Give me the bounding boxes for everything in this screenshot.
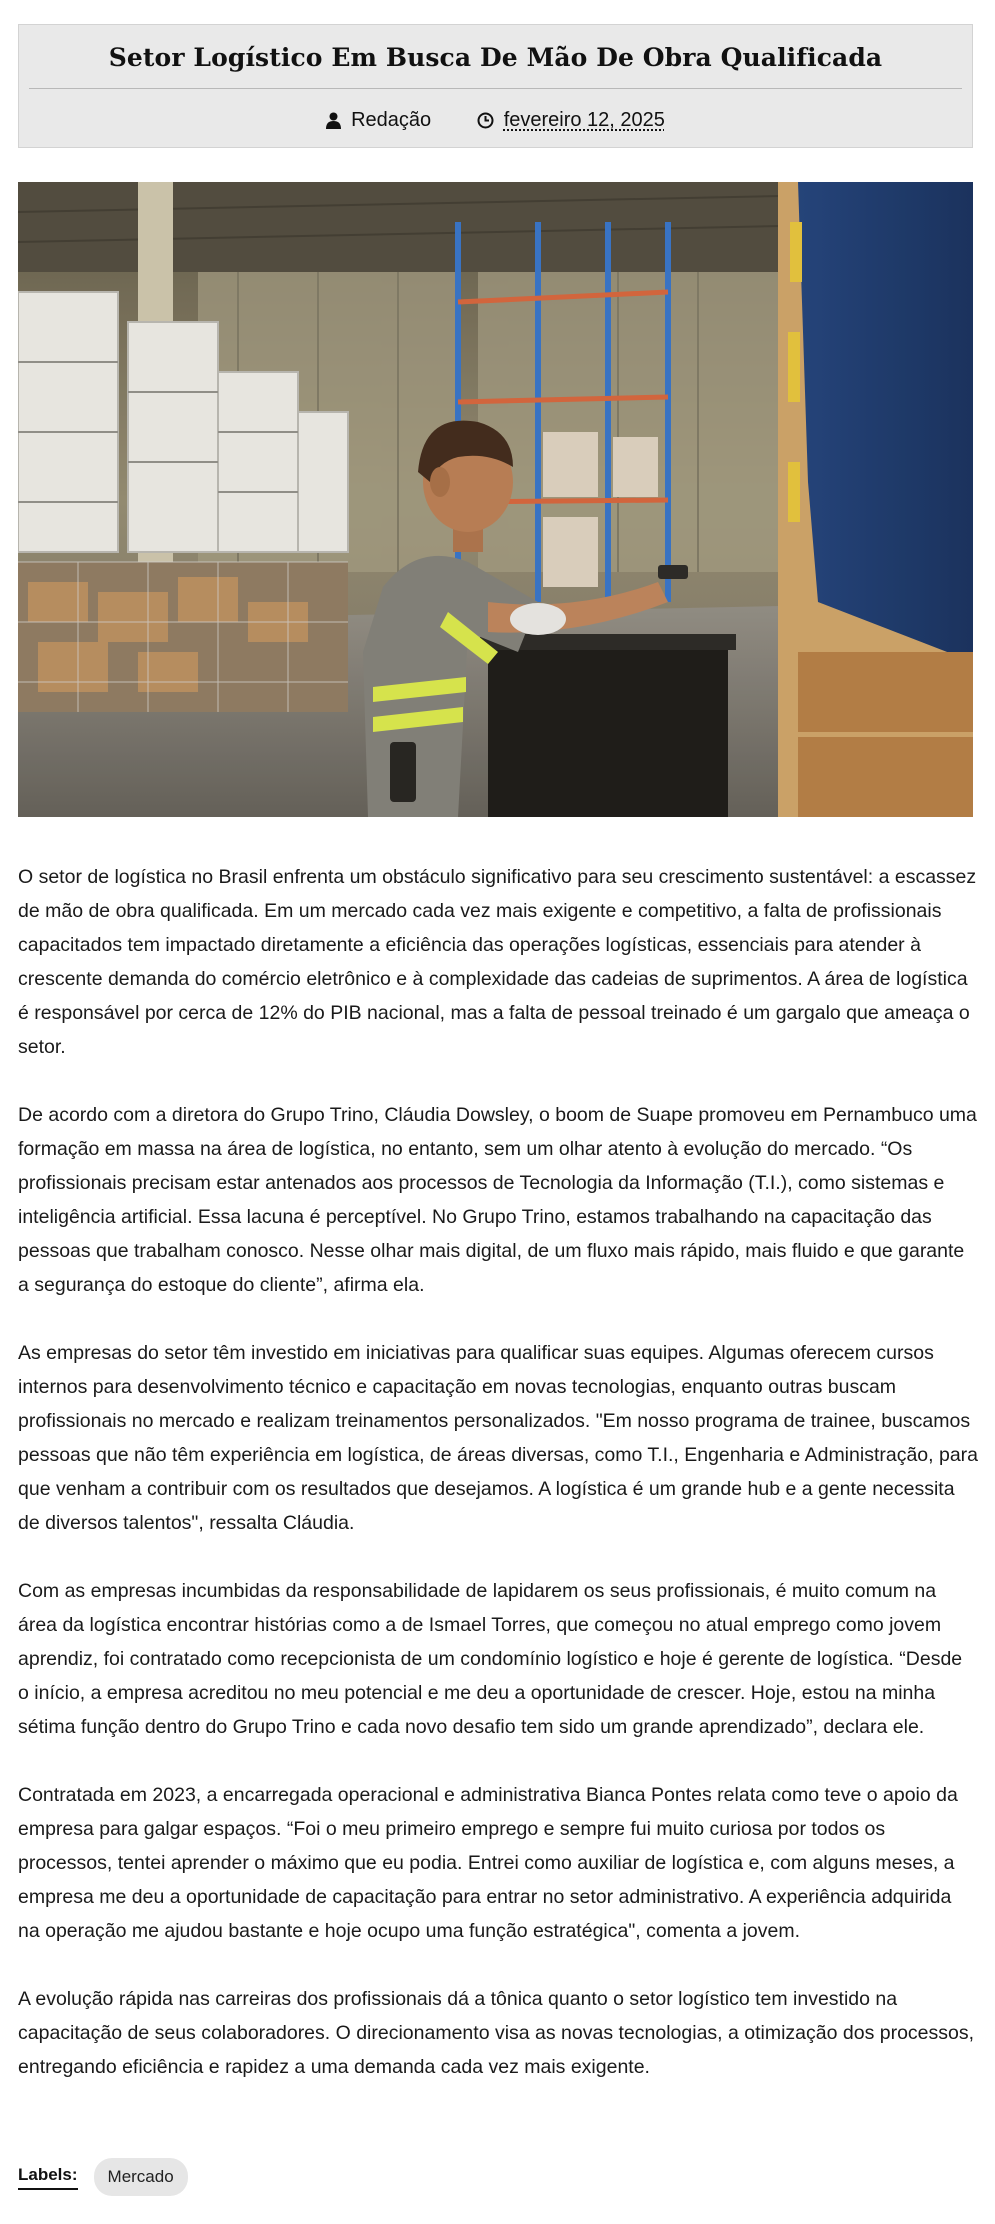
article-paragraph: As empresas do setor têm investido em iniciativas para qualificar suas equipes. Algumas oferecem cursos internos para desenvolvimento técnico e capacitação em novas tecnologias, enquanto outras buscam profissionais no mercado e realizam treinamentos personalizados. "Em nosso programa de trainee, buscamos pessoas que não têm experiência em logística, de áreas diversas, como T.I., Engenharia e Administração, para que venham a contribuir com os resultados que desejamos. A logística é um grande hub e a gente necessita de diversos talentos", ressalta Cláudia.: [18, 1342, 979, 1534]
title-divider: [29, 88, 962, 89]
article-paragraph: O setor de logística no Brasil enfrenta um obstáculo significativo para seu crescimento sustentável: a escassez de mão de obra qualificada. Em um mercado cada vez mais exigente e competitivo, a falta de profissionais capacitados tem impactado diretamente a eficiência das operações logísticas, essenciais para atender à crescente demanda do comércio eletrônico e à complexidade das cadeias de suprimentos. A área de logística é responsável por cerca de 12% do PIB nacional, mas a falta de pessoal treinado é um gargalo que ameaça o setor.: [18, 866, 977, 1058]
hero-image: [18, 182, 973, 817]
post-labels: [18, 2158, 188, 2196]
article-paragraph: Com as empresas incumbidas da responsabilidade de lapidarem os seus profissionais, é muito comum na área da logística encontrar histórias como a de Ismael Torres, que começou no atual emprego como jovem aprendiz, foi contratado como recepcionista de um condomínio logístico e hoje é gerente de logística. “Desde o início, a empresa acreditou no meu potencial e me deu a oportunidade de crescer. Hoje, estou na minha sétima função dentro do Grupo Trino e cada novo desafio tem sido um grande aprendizado”, declara ele.: [18, 1580, 963, 1738]
article-paragraph: De acordo com a diretora do Grupo Trino, Cláudia Dowsley, o boom de Suape promoveu em Pernambuco uma formação em massa na área de logística, no entanto, sem um olhar atento à evolução do mercado. “Os profissionais precisam estar antenados aos processos de Tecnologia da Informação (T.I.), como sistemas e inteligência artificial. Essa lacuna é perceptível. No Grupo Trino, estamos trabalhando na capacitação das pessoas que trabalham conosco. Nesse olhar mais digital, de um fluxo mais rápido, mais fluido e que garante a segurança do estoque do cliente”, afirma ela.: [18, 1104, 977, 1296]
post-date: fevereiro 12, 2025: [503, 109, 665, 131]
author-name: Redação: [351, 109, 432, 131]
clock-icon: [477, 112, 494, 129]
date-meta[interactable]: [477, 109, 665, 132]
article-body: [18, 860, 978, 2118]
article-paragraph: Contratada em 2023, a encarregada operacional e administrativa Bianca Pontes relata como teve o apoio da empresa para galgar espaços. “Foi o meu primeiro emprego e sempre fui muito curiosa por todos os processos, tentei aprender o máximo que eu podia. Entrei como auxiliar de logística e, com alguns meses, a empresa me deu a oportunidade de capacitação para entrar no setor administrativo. A experiência adquirida na operação me ajudou bastante e hoje ocupo uma função estratégica", comenta a jovem.: [18, 1784, 958, 1942]
warehouse-worker-photo: [18, 182, 973, 817]
post-title: Setor Logístico Em Busca De Mão De Obra Qualificada: [108, 43, 883, 72]
post-meta: [19, 109, 972, 135]
article-paragraph: A evolução rápida nas carreiras dos profissionais dá a tônica quanto o setor logístico tem investido na capacitação de seus colaboradores. O direcionamento visa as novas tecnologias, a otimização dos processos, entregando eficiência e rapidez a uma demanda cada vez mais exigente.: [18, 1988, 975, 2078]
post-header: [18, 24, 973, 148]
labels-heading: Labels:: [18, 2165, 78, 2190]
label-chip-mercado[interactable]: Mercado: [94, 2158, 188, 2196]
author-meta[interactable]: [326, 109, 431, 132]
user-icon: [326, 112, 341, 129]
